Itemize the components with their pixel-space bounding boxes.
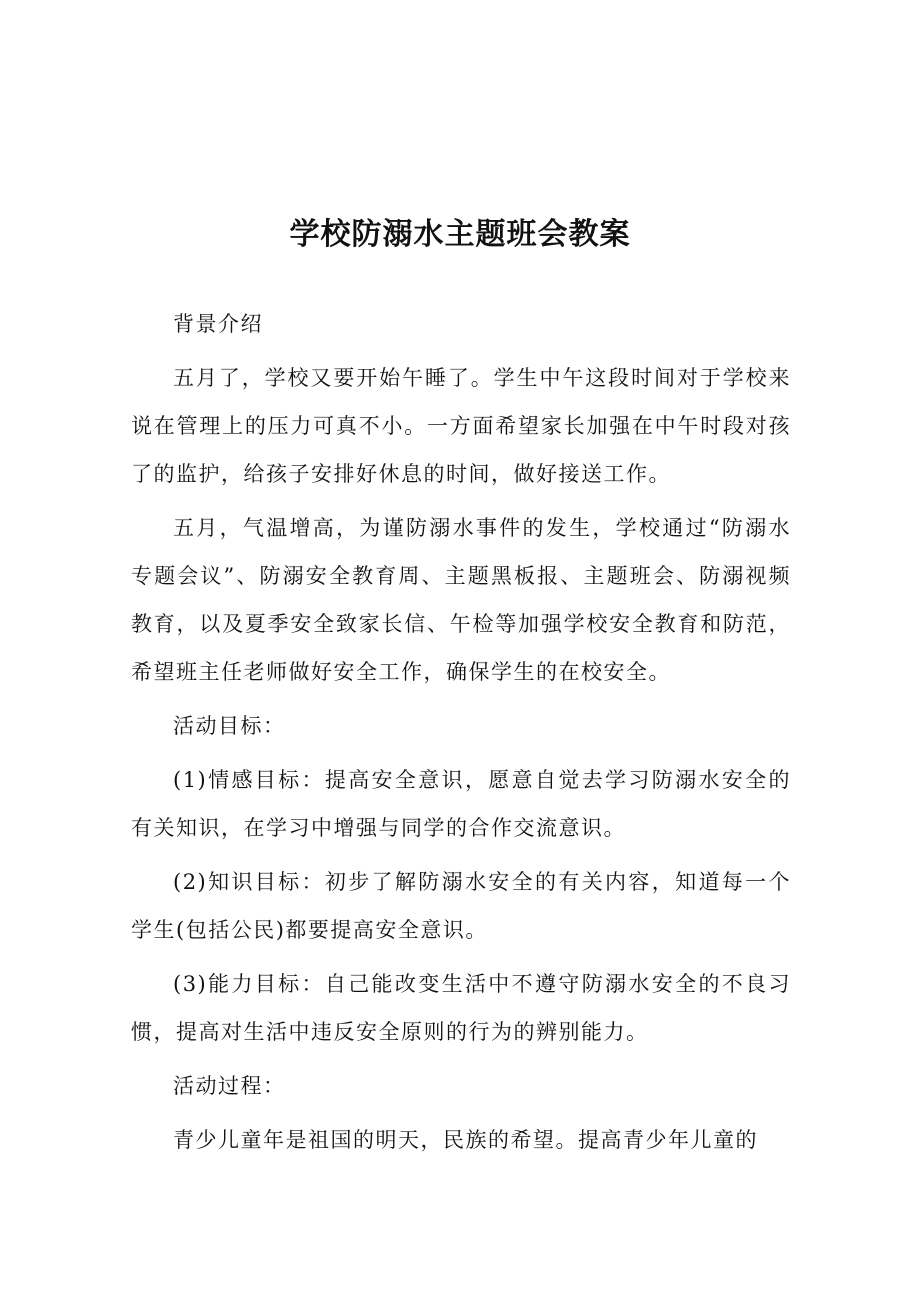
- paragraph-background-heading: 背景介绍: [173, 312, 263, 336]
- document-title: 学校防溺水主题班会教案: [289, 217, 631, 252]
- paragraph-background-2: 五月，气温增高，为谨防溺水事件的发生，学校通过“防溺水专题会议”、防溺安全教育周、主题黑板报、主题班会、防溺视频教育，以及夏季安全致家长信、午检等加强学校安全教育和防范，希望班主任老师做好安全工作，确保学生的在校安全。: [131, 516, 791, 684]
- paragraph-goals-heading: 活动目标：: [173, 714, 286, 738]
- paragraph-process-1: 青少儿童年是祖国的明天，民族的希望。提高青少年儿童的: [173, 1128, 758, 1152]
- paragraph-background-1: 五月了，学校又要开始午睡了。学生中午这段时间对于学校来说在管理上的压力可真不小。一方面希望家长加强在中午时段对孩了的监护，给孩子安排好休息的时间，做好接送工作。: [131, 366, 791, 486]
- paragraph-process-heading: 活动过程：: [173, 1074, 286, 1098]
- document-body: [131, 300, 791, 1164]
- paragraph-goal-ability: (3)能力目标：自己能改变生活中不遵守防溺水安全的不良习惯，提高对生活中违反安全原则的行为的辨别能力。: [131, 972, 791, 1044]
- paragraph-goal-emotion: (1)情感目标：提高安全意识，愿意自觉去学习防溺水安全的有关知识，在学习中增强与同学的合作交流意识。: [131, 768, 791, 840]
- paragraph-goal-knowledge: (2)知识目标：初步了解防溺水安全的有关内容，知道每一个学生(包括公民)都要提高安全意识。: [131, 870, 791, 942]
